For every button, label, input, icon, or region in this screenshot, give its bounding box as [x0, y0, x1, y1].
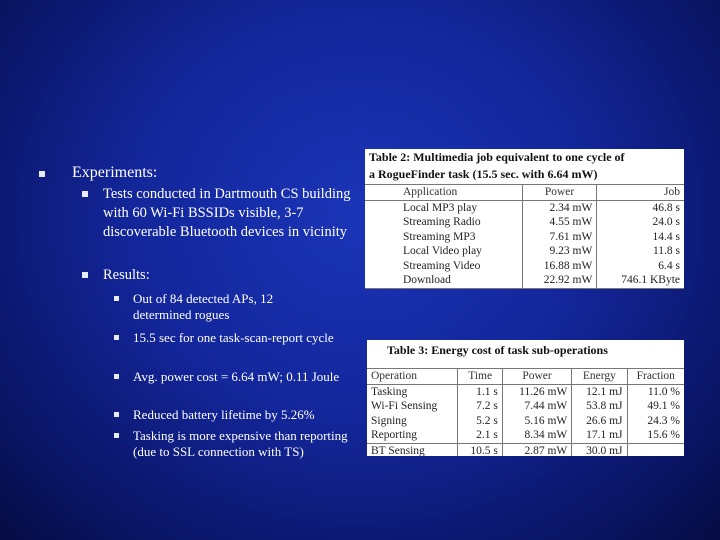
table-cell: 1.1 s [458, 384, 502, 399]
table-cell: 11.8 s [652, 245, 680, 257]
table-row [367, 399, 684, 414]
table-cell: Streaming Video [365, 259, 522, 274]
table-cell: 22.92 mW [522, 273, 597, 288]
table-cell: 46.8 s [652, 201, 680, 214]
bullet-marker [114, 296, 119, 301]
table-cell: 12.1 mJ [572, 384, 627, 399]
bullet-results: Results: [103, 267, 150, 283]
table-2 [365, 149, 684, 289]
bullet-tests-conducted: Tests conducted in Dartmouth CS building with 60 Wi-Fi BSSIDs visible, 3-7 discoverable Bluetooth devices in vicinity [103, 186, 351, 240]
table-2-grid [365, 184, 684, 289]
table-row [367, 384, 684, 399]
table-cell: 11.26 mW [502, 384, 571, 399]
table-cell: Download [365, 273, 522, 288]
table-cell: Signing [367, 414, 458, 429]
table-cell: Streaming Radio [365, 215, 522, 230]
table-cell: 26.6 mJ [572, 414, 627, 429]
bullet-experiments: Experiments: [72, 164, 158, 181]
table-cell: 2.87 mW [502, 443, 571, 456]
table-row [367, 414, 684, 429]
table-2-header: Application [365, 185, 522, 201]
table-3-caption: Table 3: Energy cost of task sub-operations [387, 343, 608, 357]
table-cell: 4.55 mW [522, 215, 597, 230]
bullet-cycle-time: 15.5 sec for one task-scan-report cycle [133, 330, 334, 345]
table-cell: 2.34 mW [522, 200, 597, 215]
bullet-power-cost: Avg. power cost = 6.64 mW; 0.11 Joule [133, 369, 340, 384]
table-cell: 5.16 mW [502, 414, 571, 429]
table-row [365, 259, 684, 274]
table-2-header: Power [522, 185, 597, 201]
bullet-marker [114, 412, 119, 417]
bullet-marker [39, 171, 45, 177]
table-row [367, 443, 684, 456]
table-cell: BT Sensing [367, 443, 458, 456]
table-cell: 30.0 mJ [572, 443, 627, 456]
table-cell: 11.0 % [647, 385, 680, 398]
table-2-caption-line2: a RogueFinder task (15.5 sec. with 6.64 mW) [369, 167, 598, 181]
table-cell: Streaming MP3 [365, 230, 522, 245]
table-cell: 9.23 mW [522, 244, 597, 259]
table-cell: 15.6 % [647, 429, 680, 441]
table-cell: 24.0 s [652, 216, 680, 228]
table-row [365, 230, 684, 245]
bullet-detected-aps: Out of 84 detected APs, 12 determined rogues [133, 291, 274, 322]
table-cell: 49.1 % [647, 400, 680, 412]
table-row [365, 273, 684, 288]
table-cell: 5.2 s [458, 414, 502, 429]
table-cell: Local Video play [365, 244, 522, 259]
table-cell: 2.1 s [458, 428, 502, 443]
table-cell: 16.88 mW [522, 259, 597, 274]
table-3-header: Time [458, 369, 502, 385]
table-cell: 17.1 mJ [572, 428, 627, 443]
bullet-tasking-expensive: Tasking is more expensive than reporting (due to SSL connection with TS) [133, 428, 348, 459]
table-cell: 24.3 % [647, 414, 680, 427]
table-cell: 53.8 mJ [572, 399, 627, 414]
bullet-battery-lifetime: Reduced battery lifetime by 5.26% [133, 407, 315, 422]
table-cell: Reporting [367, 428, 458, 443]
table-3-header: Power [502, 369, 571, 385]
table-row [367, 428, 684, 443]
bullet-marker [82, 272, 88, 278]
table-row [365, 200, 684, 215]
table-2-caption-line1: Table 2: Multimedia job equivalent to one cycle of [369, 150, 625, 164]
table-cell: 14.4 s [652, 230, 680, 243]
table-cell: Wi-Fi Sensing [367, 399, 458, 414]
table-cell: 746.1 KByte [597, 273, 684, 288]
table-3-header: Energy [572, 369, 627, 385]
bullet-marker [114, 374, 119, 379]
bullet-marker [114, 433, 119, 438]
bullet-marker [114, 335, 119, 340]
table-row [365, 244, 684, 259]
table-cell: Local MP3 play [365, 200, 522, 215]
table-cell: 8.34 mW [502, 428, 571, 443]
bullet-marker [82, 191, 88, 197]
table-3-header: Fraction [627, 369, 684, 385]
table-cell: 10.5 s [458, 443, 502, 456]
table-2-header: Job [597, 185, 684, 201]
table-cell [627, 443, 684, 456]
table-cell: 7.61 mW [522, 230, 597, 245]
table-cell: 7.44 mW [502, 399, 571, 414]
table-cell: 7.2 s [458, 399, 502, 414]
table-3 [367, 340, 684, 456]
table-row [365, 215, 684, 230]
table-cell: Tasking [367, 384, 458, 399]
table-cell: 6.4 s [658, 259, 680, 272]
table-3-grid [367, 368, 684, 456]
table-3-header: Operation [367, 369, 458, 385]
